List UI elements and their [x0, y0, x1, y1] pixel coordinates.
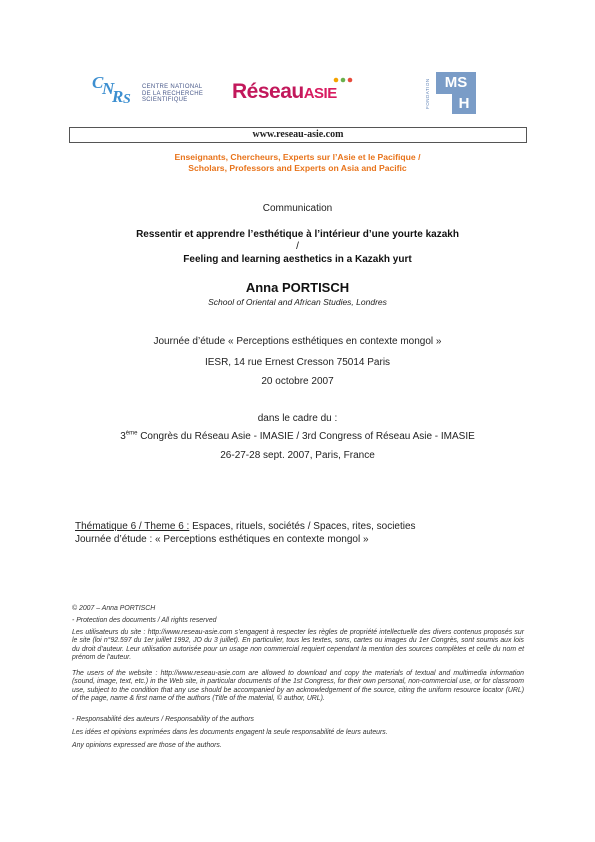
website-url[interactable]: www.reseau-asie.com	[69, 127, 527, 143]
title-en: Feeling and learning aesthetics in a Kazakh yurt	[183, 254, 412, 265]
title-separator: /	[296, 241, 299, 252]
theme-line	[75, 520, 416, 533]
opinions-fr: Les idées et opinions exprimées dans les documents engagent la seule responsabilité de leurs auteurs.	[72, 729, 388, 736]
author-affiliation: School of Oriental and African Studies, Londres	[208, 297, 387, 307]
reseau-asie-logo: RéseauASIE	[232, 80, 337, 103]
svg-text:C: C	[92, 73, 104, 92]
reseau-logo-dots	[332, 76, 360, 84]
title-fr: Ressentir et apprendre l’esthétique à l’intérieur d’une yourte kazakh	[136, 229, 459, 240]
protection-heading: - Protection des documents / All rights reserved	[72, 617, 217, 624]
event-context: dans le cadre du :	[257, 413, 338, 424]
congress-title: 3ème Congrès du Réseau Asie - IMASIE / 3rd Congress of Réseau Asie - IMASIE	[120, 430, 475, 442]
theme-journee: Journée d’étude : « Perceptions esthétiques en contexte mongol »	[75, 534, 369, 545]
cnrs-logo	[92, 72, 138, 104]
opinions-en: Any opinions expressed are those of the authors.	[72, 742, 222, 749]
svg-text:N: N	[102, 79, 115, 98]
event-date: 20 octobre 2007	[261, 376, 334, 387]
tagline-en: Scholars, Professors and Experts on Asia and Pacific	[188, 163, 407, 173]
rights-fr: Les utilisateurs du site : http://www.reseau-asie.com s’engagent à respecter les règles de propriété intellectuelle des divers contenus proposés sur le site (loi n°92.597 du 1er juillet 1992, JO du 3 juillet). En particulier, tous les textes, sons, cartes ou images du 1er Congrès, sont soumis aux lois du droit d’auteur. Leur utilisation autorisée pour un usage non commercial requiert cependant la mention des sources complètes et celle du nom et prénom de l’auteur.	[72, 629, 524, 662]
svg-text:S: S	[123, 92, 131, 104]
document-type: Communication	[262, 203, 333, 214]
svg-text:R: R	[112, 87, 124, 104]
author-name: Anna PORTISCH	[245, 280, 350, 295]
theme-block	[75, 520, 416, 546]
copyright: © 2007 – Anna PORTISCH	[72, 605, 156, 612]
theme-value: Espaces, rituels, sociétés / Spaces, rites, societies	[189, 521, 416, 532]
cnrs-logo-text: CENTRE NATIONAL DE LA RECHERCHE SCIENTIFIQUE	[142, 84, 204, 103]
theme-label: Thématique 6 / Theme 6 :	[75, 521, 190, 532]
event-title: Journée d’étude « Perceptions esthétiques en contexte mongol »	[153, 336, 442, 347]
rights-en: The users of the website : http://www.reseau-asie.com are allowed to download and copy the materials of textual and multimedia information (sound, image, text, etc.) in the Web site, in particular documents of the 1st Congress, for their own personal, non-commercial use, or for classroom use, subject to the condition that any use should be accompanied by an acknowledgement of the source, citing the uniform resource locator (URL) of the page, name & first name of the authors (Title of the material, © author, URL).	[72, 670, 524, 703]
event-address: IESR, 14 rue Ernest Cresson 75014 Paris	[204, 357, 391, 368]
responsibility-heading: - Responsabilité des auteurs / Responsability of the authors	[72, 716, 254, 723]
tagline-fr: Enseignants, Chercheurs, Experts sur l’Asie et le Pacifique /	[174, 152, 421, 162]
msh-logo: MS H	[436, 72, 476, 114]
fondation-label: FONDATION	[425, 78, 430, 110]
congress-dates: 26-27-28 sept. 2007, Paris, France	[220, 450, 375, 461]
